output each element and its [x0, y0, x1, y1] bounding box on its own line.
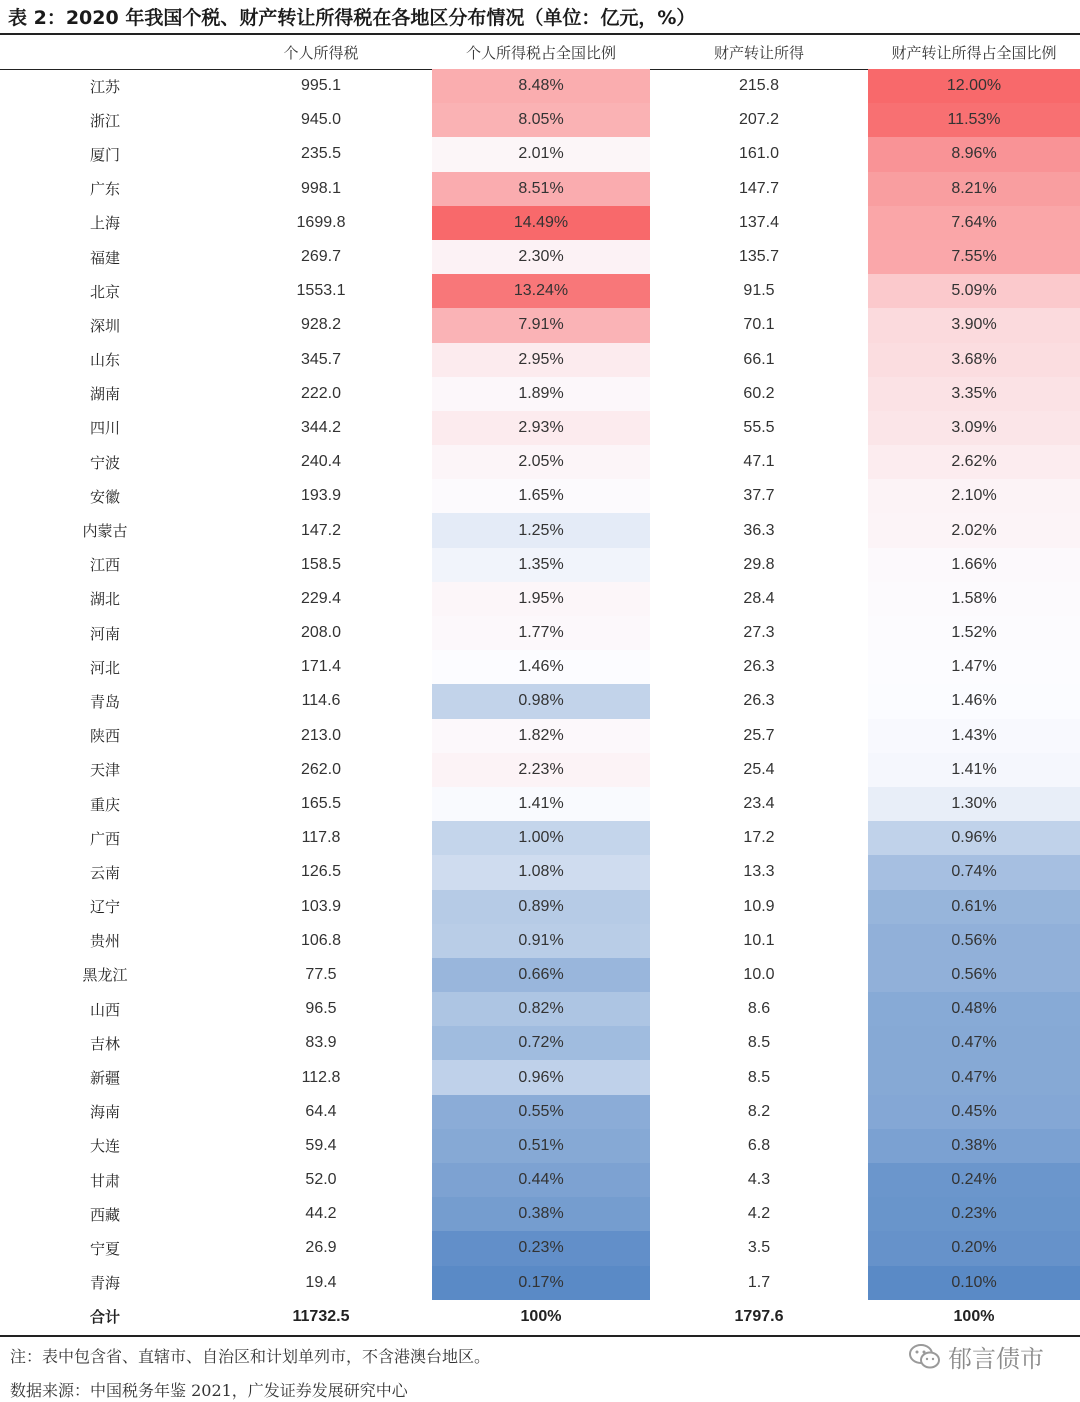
- data-source: 数据来源：中国税务年鉴 2021，广发证券发展研究中心: [10, 1381, 408, 1400]
- property-transfer-cell: 207.2: [738, 111, 780, 129]
- region-cell: 深圳: [89, 316, 120, 335]
- region-cell: 湖南: [89, 385, 120, 404]
- property-transfer-cell: 6.8: [747, 1136, 771, 1154]
- property-transfer-share-cell: 2.62%: [868, 445, 1080, 479]
- pit-share-cell: 1.95%: [432, 582, 650, 616]
- table-row: [0, 513, 1080, 547]
- property-transfer-share-cell: 8.21%: [868, 172, 1080, 206]
- table-row: [0, 1163, 1080, 1197]
- property-transfer-cell: 137.4: [738, 213, 780, 231]
- pit-share-cell: 2.05%: [432, 445, 650, 479]
- property-transfer-share-cell: 3.09%: [868, 411, 1080, 445]
- table-row: [0, 445, 1080, 479]
- pit-cell: 222.0: [300, 384, 342, 402]
- pit-share-cell: 2.95%: [432, 343, 650, 377]
- table-row: [0, 479, 1080, 513]
- pit-share-cell: 0.91%: [432, 924, 650, 958]
- pit-share-cell: 13.24%: [432, 274, 650, 308]
- property-transfer-share-cell: 12.00%: [868, 69, 1080, 103]
- property-transfer-cell: 37.7: [743, 487, 775, 505]
- table-title: 表 2：2020 年我国个税、财产转让所得税在各地区分布情况（单位：亿元，%）: [8, 7, 696, 29]
- table-note: 注：表中包含省、直辖市、自治区和计划单列市，不含港澳台地区。: [10, 1347, 491, 1366]
- table-row: [0, 240, 1080, 274]
- pit-cell: 59.4: [305, 1136, 337, 1154]
- table-row: [0, 992, 1080, 1026]
- pit-cell: 83.9: [305, 1034, 337, 1052]
- region-cell: 广东: [89, 180, 120, 199]
- property-transfer-cell: 8.5: [747, 1068, 771, 1086]
- pit-cell: 44.2: [305, 1205, 337, 1223]
- pit-cell: 213.0: [300, 726, 342, 744]
- pit-cell: 96.5: [305, 1000, 337, 1018]
- table-row: [0, 753, 1080, 787]
- pit-share-cell: 7.91%: [432, 308, 650, 342]
- region-cell: 重庆: [89, 795, 120, 814]
- pit-cell: 11732.5: [292, 1307, 350, 1325]
- property-transfer-cell: 8.2: [747, 1102, 771, 1120]
- pit-share-cell: 100%: [520, 1307, 562, 1325]
- header-property-transfer: 财产转让所得: [713, 43, 804, 62]
- property-transfer-share-cell: 8.96%: [868, 137, 1080, 171]
- region-cell: 海南: [89, 1103, 120, 1122]
- property-transfer-share-cell: 1.41%: [868, 753, 1080, 787]
- pit-cell: 147.2: [300, 521, 342, 539]
- property-transfer-cell: 26.3: [743, 692, 775, 710]
- property-transfer-cell: 27.3: [743, 624, 775, 642]
- watermark-text: 郁言债市: [948, 1345, 1044, 1373]
- table-row: [0, 924, 1080, 958]
- region-cell: 山东: [89, 351, 120, 370]
- pit-cell: 928.2: [300, 316, 342, 334]
- region-cell: 上海: [89, 214, 120, 233]
- property-transfer-share-cell: 0.48%: [868, 992, 1080, 1026]
- pit-share-cell: 1.46%: [432, 650, 650, 684]
- pit-cell: 26.9: [305, 1239, 337, 1257]
- pit-cell: 262.0: [300, 760, 342, 778]
- table-row: [0, 308, 1080, 342]
- table-row: [0, 377, 1080, 411]
- property-transfer-cell: 4.2: [747, 1205, 771, 1223]
- property-transfer-share-cell: 0.96%: [868, 821, 1080, 855]
- table-header-row: [0, 35, 1080, 69]
- region-cell: 宁夏: [89, 1239, 120, 1258]
- pit-share-cell: 0.82%: [432, 992, 650, 1026]
- region-cell: 云南: [89, 863, 120, 882]
- pit-share-cell: 1.35%: [432, 548, 650, 582]
- table-row: [0, 172, 1080, 206]
- pit-share-cell: 1.77%: [432, 616, 650, 650]
- property-transfer-share-cell: 1.58%: [868, 582, 1080, 616]
- property-transfer-share-cell: 1.47%: [868, 650, 1080, 684]
- pit-cell: 171.4: [300, 658, 342, 676]
- property-transfer-share-cell: 3.35%: [868, 377, 1080, 411]
- region-cell: 广西: [89, 829, 120, 848]
- pit-share-cell: 0.66%: [432, 958, 650, 992]
- property-transfer-share-cell: 11.53%: [868, 103, 1080, 137]
- property-transfer-cell: 66.1: [743, 350, 775, 368]
- pit-share-cell: 1.89%: [432, 377, 650, 411]
- pit-share-cell: 0.55%: [432, 1095, 650, 1129]
- property-transfer-cell: 29.8: [743, 555, 775, 573]
- region-cell: 北京: [89, 282, 120, 301]
- table-row: [0, 343, 1080, 377]
- pit-share-cell: 2.01%: [432, 137, 650, 171]
- table-row: [0, 1129, 1080, 1163]
- header-region: [0, 35, 210, 69]
- pit-cell: 52.0: [305, 1171, 337, 1189]
- property-transfer-share-cell: 1.52%: [868, 616, 1080, 650]
- property-transfer-cell: 17.2: [743, 829, 775, 847]
- property-transfer-share-cell: 1.30%: [868, 787, 1080, 821]
- pit-cell: 112.8: [301, 1068, 341, 1086]
- region-cell: 厦门: [89, 145, 120, 164]
- property-transfer-cell: 13.3: [743, 863, 775, 881]
- region-cell: 湖北: [89, 590, 120, 609]
- region-cell: 天津: [89, 761, 120, 780]
- property-transfer-cell: 1.7: [747, 1273, 771, 1291]
- region-cell: 青海: [89, 1274, 120, 1293]
- wechat-icon: [908, 1343, 942, 1371]
- property-transfer-share-cell: 0.45%: [868, 1095, 1080, 1129]
- property-transfer-share-cell: 1.46%: [868, 684, 1080, 718]
- property-transfer-cell: 60.2: [743, 384, 775, 402]
- table-row: [0, 1060, 1080, 1094]
- property-transfer-share-cell: 0.47%: [868, 1026, 1080, 1060]
- table-row: [0, 821, 1080, 855]
- pit-cell: 158.5: [300, 555, 342, 573]
- region-cell: 辽宁: [89, 898, 120, 917]
- table-row: [0, 274, 1080, 308]
- property-transfer-cell: 55.5: [743, 418, 775, 436]
- pit-share-cell: 8.48%: [432, 69, 650, 103]
- pit-share-cell: 0.17%: [432, 1266, 650, 1300]
- region-cell: 西藏: [89, 1205, 120, 1224]
- pit-cell: 998.1: [300, 179, 342, 197]
- table-row: [0, 890, 1080, 924]
- property-transfer-cell: 135.7: [738, 248, 780, 266]
- pit-share-cell: 0.98%: [432, 684, 650, 718]
- property-transfer-share-cell: 1.43%: [868, 719, 1080, 753]
- table-row: [0, 650, 1080, 684]
- property-transfer-share-cell: 100%: [953, 1307, 995, 1325]
- table-row: [0, 1197, 1080, 1231]
- table-row: [0, 684, 1080, 718]
- property-transfer-share-cell: 0.56%: [868, 924, 1080, 958]
- total-row: [0, 1300, 1080, 1334]
- table-row: [0, 411, 1080, 445]
- table-row: [0, 855, 1080, 889]
- watermark: [908, 1339, 1044, 1374]
- property-transfer-cell: 10.9: [743, 897, 775, 915]
- pit-cell: 193.9: [300, 487, 342, 505]
- pit-share-cell: 2.23%: [432, 753, 650, 787]
- property-transfer-share-cell: 0.38%: [868, 1129, 1080, 1163]
- property-transfer-cell: 8.5: [747, 1034, 771, 1052]
- pit-cell: 945.0: [300, 111, 342, 129]
- region-cell: 大连: [89, 1137, 120, 1156]
- property-transfer-share-cell: 0.10%: [868, 1266, 1080, 1300]
- region-cell: 江苏: [89, 77, 120, 96]
- table-row: [0, 1231, 1080, 1265]
- pit-cell: 19.4: [305, 1273, 337, 1291]
- pit-cell: 269.7: [300, 248, 342, 266]
- table-row: [0, 719, 1080, 753]
- region-cell: 吉林: [89, 1034, 120, 1053]
- table-row: [0, 787, 1080, 821]
- pit-cell: 344.2: [300, 418, 342, 436]
- region-cell: 内蒙古: [82, 522, 128, 541]
- property-transfer-share-cell: 3.90%: [868, 308, 1080, 342]
- pit-cell: 1699.8: [296, 213, 346, 231]
- pit-share-cell: 1.25%: [432, 513, 650, 547]
- table-row: [0, 137, 1080, 171]
- pit-cell: 240.4: [300, 453, 342, 471]
- property-transfer-share-cell: 1.66%: [868, 548, 1080, 582]
- property-transfer-share-cell: 0.56%: [868, 958, 1080, 992]
- property-transfer-cell: 91.5: [743, 282, 775, 300]
- pit-share-cell: 0.51%: [432, 1129, 650, 1163]
- region-cell: 山西: [89, 1000, 120, 1019]
- property-transfer-share-cell: 2.02%: [868, 513, 1080, 547]
- pit-share-cell: 1.65%: [432, 479, 650, 513]
- property-transfer-cell: 36.3: [743, 521, 775, 539]
- pit-share-cell: 0.96%: [432, 1060, 650, 1094]
- table-row: [0, 1095, 1080, 1129]
- property-transfer-share-cell: 0.61%: [868, 890, 1080, 924]
- pit-share-cell: 0.72%: [432, 1026, 650, 1060]
- table-row: [0, 103, 1080, 137]
- table-row: [0, 582, 1080, 616]
- region-cell: 安徽: [89, 487, 120, 506]
- property-transfer-cell: 3.5: [747, 1239, 771, 1257]
- region-cell: 河南: [89, 624, 120, 643]
- region-cell: 福建: [89, 248, 120, 267]
- property-transfer-share-cell: 7.55%: [868, 240, 1080, 274]
- table-row: [0, 616, 1080, 650]
- region-cell: 合计: [89, 1308, 120, 1327]
- pit-share-cell: 2.93%: [432, 411, 650, 445]
- property-transfer-cell: 47.1: [743, 453, 775, 471]
- pit-cell: 103.9: [300, 897, 342, 915]
- tax-distribution-table: [0, 35, 1080, 1334]
- pit-cell: 1553.1: [296, 282, 346, 300]
- pit-cell: 106.8: [300, 931, 342, 949]
- pit-cell: 126.5: [300, 863, 342, 881]
- property-transfer-cell: 147.7: [738, 179, 780, 197]
- header-pit-share: 个人所得税占全国比例: [465, 43, 616, 62]
- property-transfer-cell: 1797.6: [734, 1307, 784, 1325]
- property-transfer-share-cell: 0.47%: [868, 1060, 1080, 1094]
- pit-share-cell: 0.38%: [432, 1197, 650, 1231]
- table-row: [0, 958, 1080, 992]
- region-cell: 新疆: [89, 1069, 120, 1088]
- table-row: [0, 548, 1080, 582]
- property-transfer-share-cell: 2.10%: [868, 479, 1080, 513]
- region-cell: 黑龙江: [82, 966, 128, 985]
- pit-share-cell: 1.08%: [432, 855, 650, 889]
- pit-share-cell: 0.23%: [432, 1231, 650, 1265]
- pit-cell: 165.5: [300, 795, 342, 813]
- pit-cell: 229.4: [300, 589, 342, 607]
- property-transfer-cell: 10.0: [743, 965, 775, 983]
- pit-cell: 208.0: [300, 624, 342, 642]
- pit-share-cell: 0.44%: [432, 1163, 650, 1197]
- region-cell: 青岛: [89, 692, 120, 711]
- region-cell: 宁波: [89, 453, 120, 472]
- bottom-rule: [0, 1335, 1080, 1337]
- pit-cell: 345.7: [300, 350, 342, 368]
- property-transfer-cell: 25.7: [743, 726, 775, 744]
- pit-cell: 117.8: [301, 829, 341, 847]
- pit-share-cell: 1.00%: [432, 821, 650, 855]
- pit-cell: 235.5: [300, 145, 342, 163]
- property-transfer-cell: 25.4: [743, 760, 775, 778]
- property-transfer-cell: 70.1: [743, 316, 775, 334]
- property-transfer-cell: 28.4: [743, 589, 775, 607]
- region-cell: 甘肃: [89, 1171, 120, 1190]
- header-property-transfer-share: 财产转让所得占全国比例: [891, 43, 1057, 62]
- property-transfer-cell: 10.1: [743, 931, 775, 949]
- property-transfer-share-cell: 0.24%: [868, 1163, 1080, 1197]
- pit-share-cell: 0.89%: [432, 890, 650, 924]
- region-cell: 河北: [89, 658, 120, 677]
- table-row: [0, 69, 1080, 103]
- property-transfer-share-cell: 0.74%: [868, 855, 1080, 889]
- property-transfer-share-cell: 0.23%: [868, 1197, 1080, 1231]
- property-transfer-cell: 4.3: [747, 1171, 771, 1189]
- pit-share-cell: 1.82%: [432, 719, 650, 753]
- property-transfer-share-cell: 0.20%: [868, 1231, 1080, 1265]
- table-row: [0, 1026, 1080, 1060]
- pit-share-cell: 8.51%: [432, 172, 650, 206]
- property-transfer-cell: 26.3: [743, 658, 775, 676]
- pit-cell: 64.4: [305, 1102, 337, 1120]
- region-cell: 贵州: [89, 932, 120, 951]
- table-row: [0, 206, 1080, 240]
- pit-cell: 114.6: [301, 692, 341, 710]
- property-transfer-share-cell: 7.64%: [868, 206, 1080, 240]
- property-transfer-share-cell: 3.68%: [868, 343, 1080, 377]
- property-transfer-share-cell: 5.09%: [868, 274, 1080, 308]
- property-transfer-cell: 23.4: [743, 795, 775, 813]
- region-cell: 四川: [89, 419, 120, 438]
- pit-share-cell: 2.30%: [432, 240, 650, 274]
- pit-share-cell: 1.41%: [432, 787, 650, 821]
- header-pit: 个人所得税: [283, 43, 359, 62]
- property-transfer-cell: 8.6: [747, 1000, 771, 1018]
- region-cell: 江西: [89, 556, 120, 575]
- pit-share-cell: 8.05%: [432, 103, 650, 137]
- table-row: [0, 1266, 1080, 1300]
- pit-cell: 995.1: [300, 77, 342, 95]
- region-cell: 浙江: [89, 111, 120, 130]
- property-transfer-cell: 161.0: [738, 145, 780, 163]
- region-cell: 陕西: [89, 727, 120, 746]
- property-transfer-cell: 215.8: [738, 77, 780, 95]
- pit-cell: 77.5: [305, 965, 337, 983]
- pit-share-cell: 14.49%: [432, 206, 650, 240]
